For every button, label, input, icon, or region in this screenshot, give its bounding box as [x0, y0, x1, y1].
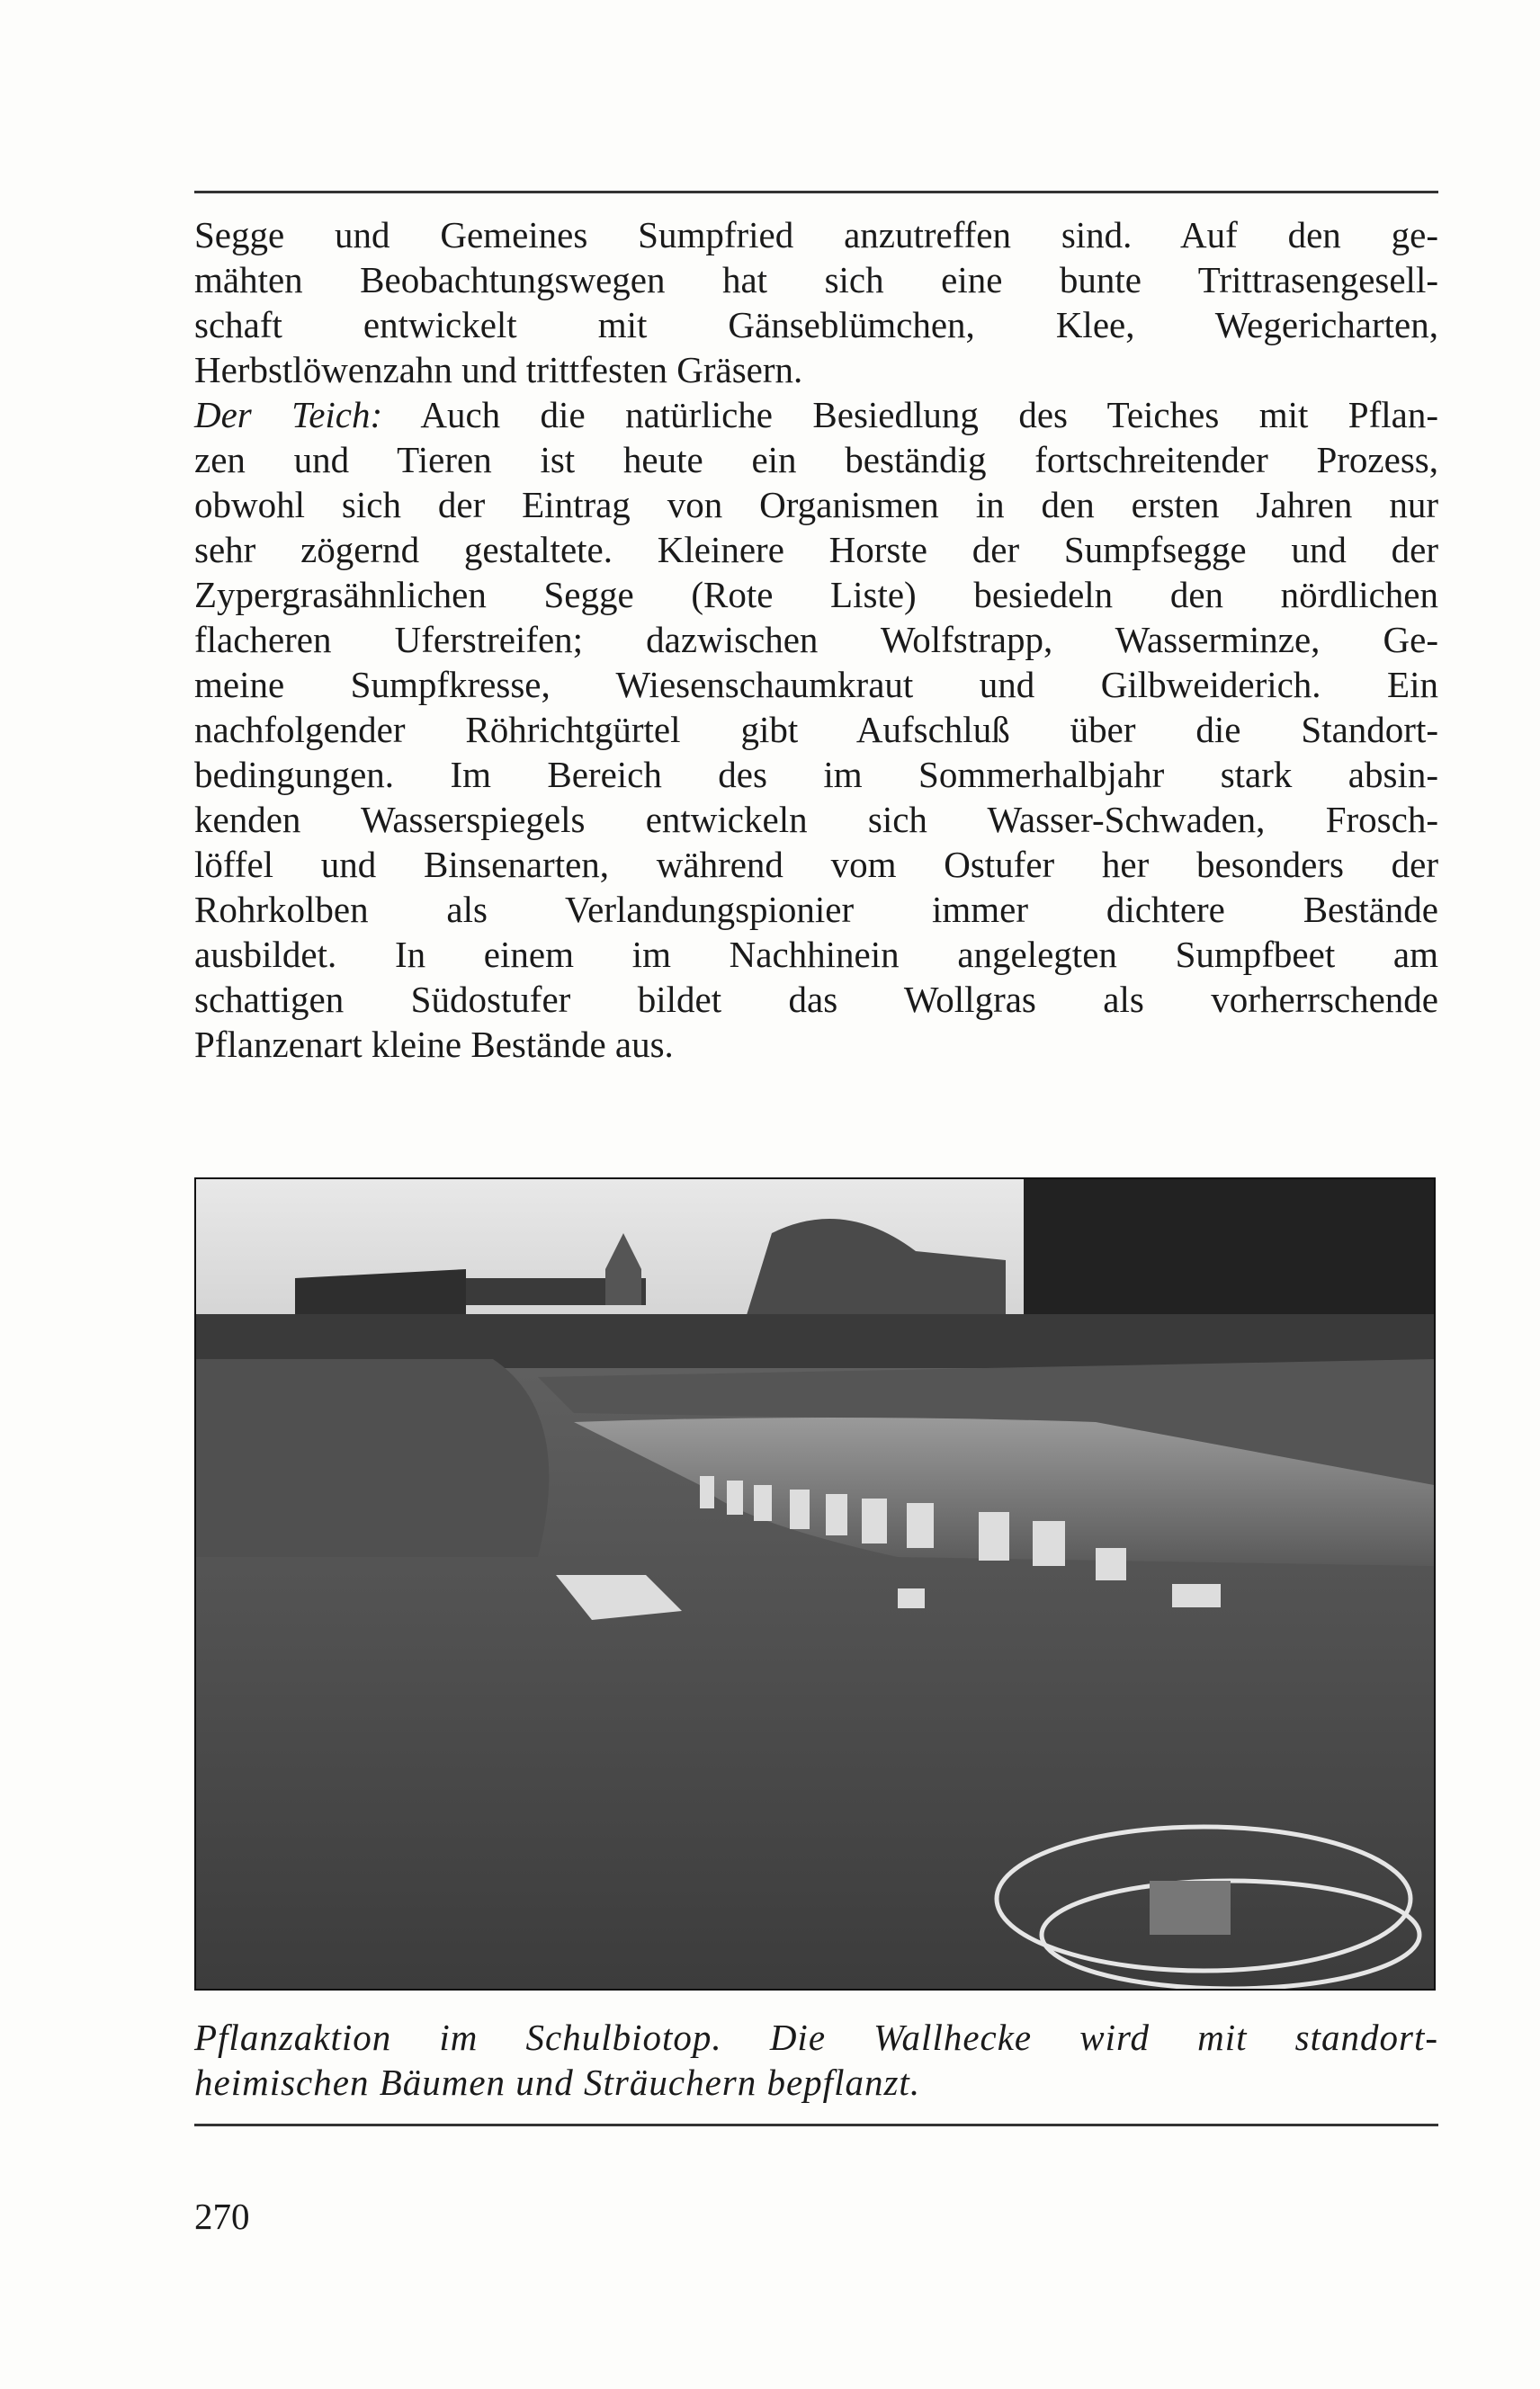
text-line: meine Sumpfkresse, Wiesenschaumkraut und Gilbweiderich. Ein — [194, 664, 1438, 705]
text-line: löffel und Binsenarten, während vom Ostufer her besonders der — [194, 844, 1438, 885]
caption-line: Pflanzaktion im Schulbiotop. Die Wallhecke wird mit standort- — [194, 2017, 1438, 2058]
top-rule — [194, 191, 1438, 193]
text-line: kenden Wasserspiegels entwickeln sich Wasser-Schwaden, Frosch- — [194, 799, 1438, 840]
body-text — [194, 212, 1438, 1067]
photo-image — [196, 1179, 1434, 1989]
text-line: obwohl sich der Eintrag von Organismen in den ersten Jahren nur — [194, 484, 1438, 525]
text-line — [194, 392, 1438, 437]
text-line: ausbildet. In einem im Nachhinein angelegten Sumpfbeet am — [194, 934, 1438, 975]
photo-caption — [194, 2015, 1438, 2105]
bottom-rule — [194, 2124, 1438, 2126]
page-number: 270 — [194, 2196, 250, 2237]
caption-line: heimischen Bäumen und Sträuchern bepflanzt. — [194, 2062, 921, 2103]
text-line: mähten Beobachtungswegen hat sich eine bunte Trittrasengesell- — [194, 259, 1438, 300]
text-line: nachfolgender Röhrichtgürtel gibt Aufschluß über die Standort- — [194, 709, 1438, 750]
text-line: Herbstlöwenzahn und trittfesten Gräsern. — [194, 349, 803, 390]
text-line-rest: Auch die natürliche Besiedlung des Teiches mit Pflan- — [382, 394, 1438, 435]
text-line: sehr zögernd gestaltete. Kleinere Horste der Sumpfsegge und der — [194, 529, 1438, 570]
text-line: schaft entwickelt mit Gänseblümchen, Klee, Wegericharten, — [194, 304, 1438, 345]
text-line: zen und Tieren ist heute ein beständig fortschreitender Prozess, — [194, 439, 1438, 480]
text-line: schattigen Südostufer bildet das Wollgras als vorherrschende — [194, 979, 1438, 1020]
text-line: flacheren Uferstreifen; dazwischen Wolfstrapp, Wasserminze, Ge- — [194, 619, 1438, 660]
text-line: bedingungen. Im Bereich des im Sommerhalbjahr stark absin- — [194, 754, 1438, 795]
text-line: Pflanzenart kleine Bestände aus. — [194, 1024, 674, 1065]
photo-pond-planting — [194, 1177, 1436, 1991]
text-line: Zypergrasähnlichen Segge (Rote Liste) besiedeln den nördlichen — [194, 574, 1438, 615]
section-lead-teich: Der Teich: — [194, 394, 383, 435]
text-line: Rohrkolben als Verlandungspionier immer dichtere Bestände — [194, 889, 1438, 930]
text-line: Segge und Gemeines Sumpfried anzutreffen sind. Auf den ge- — [194, 214, 1438, 255]
